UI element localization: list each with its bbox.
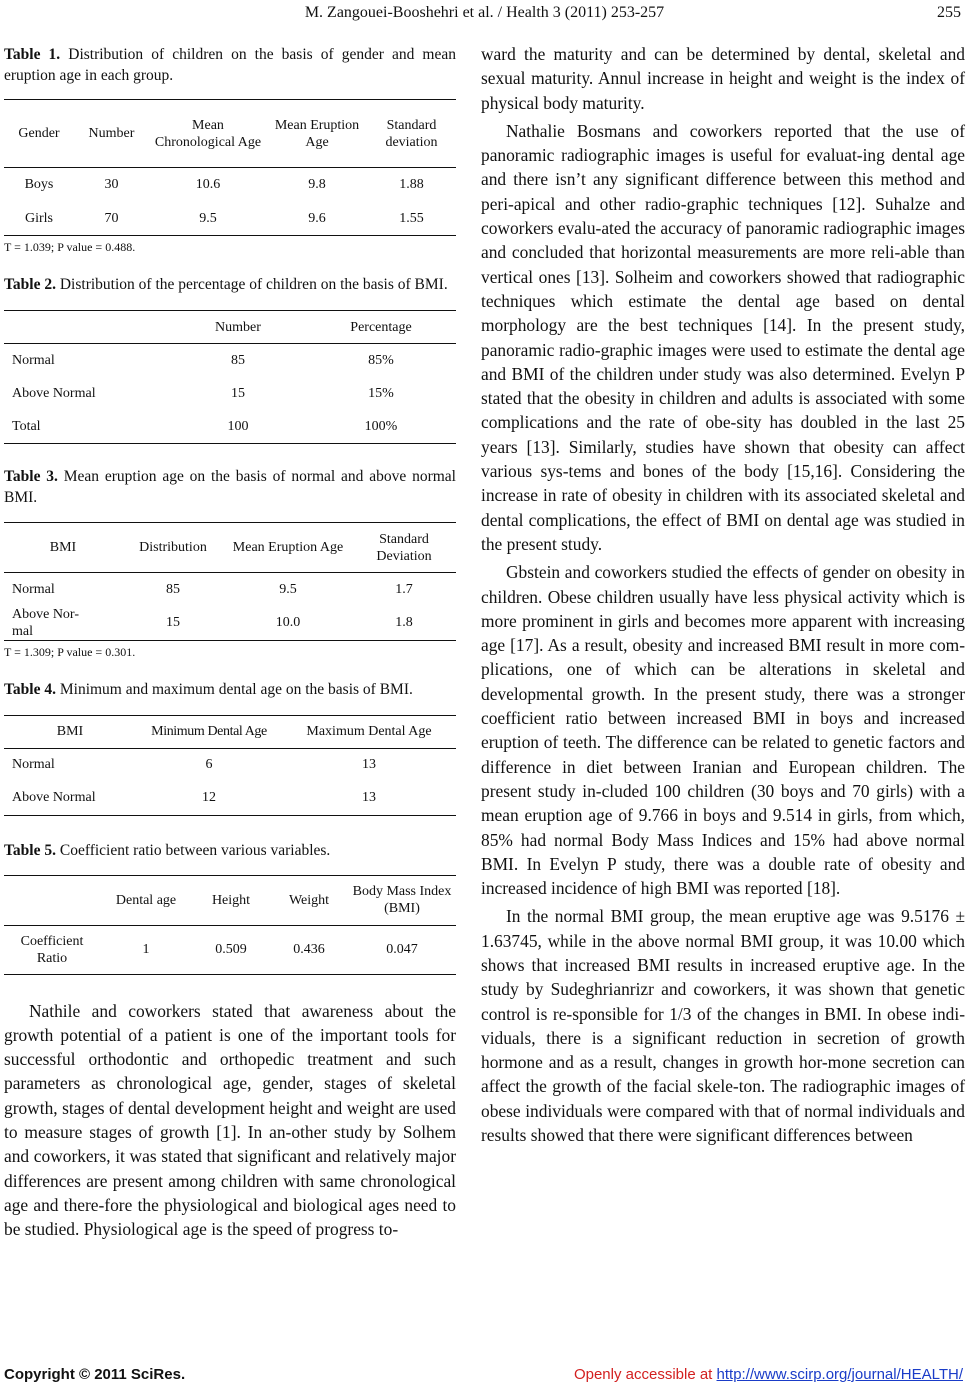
table1-label: Table 1. <box>4 46 61 63</box>
table-cell: 9.5 <box>279 581 297 597</box>
table-cell: 0.047 <box>348 925 456 974</box>
table3-header-cell: Standard Deviation <box>352 523 456 573</box>
table-cell: 9.8 <box>308 177 326 193</box>
table-cell: Boys <box>24 177 54 193</box>
table4 <box>4 715 456 816</box>
right-body-paragraph: ward the maturity and can be determined by dental, skeletal and sexual maturity. Annul increase in height and weight is the index of physical body maturity. <box>481 44 965 113</box>
table5-header-cell <box>4 875 100 925</box>
table1-header-cell: Number <box>74 100 149 168</box>
table2-header-row <box>4 311 456 344</box>
table2-caption <box>4 274 456 295</box>
table3-label: Table 3. <box>4 468 58 485</box>
running-head-text: M. Zangouei-Booshehri et al. / Health 3 (2011) 253-257 <box>304 4 665 21</box>
table-cell: 100 <box>170 410 306 444</box>
table-cell: 9.6 <box>267 202 367 236</box>
table-cell: 0.509 <box>192 925 270 974</box>
table-cell: 9.5 <box>149 202 267 236</box>
left-column <box>4 44 456 1241</box>
footer-access <box>574 1366 963 1383</box>
table3-header-cell: Distribution <box>122 523 224 573</box>
table-row <box>4 168 456 202</box>
table-cell: Normal <box>12 352 55 368</box>
table5-header-row <box>4 875 456 925</box>
table1 <box>4 99 456 236</box>
table-cell: 1.88 <box>399 177 424 193</box>
table3-note: T = 1.309; P value = 0.301. <box>4 644 136 659</box>
table2-caption-text: Distribution of the percentage of children on the basis of BMI. <box>55 276 448 293</box>
table-cell: 6 <box>205 757 213 773</box>
table-cell: Girls <box>4 202 74 236</box>
table-cell: 85% <box>368 352 394 368</box>
table-cell: Coefficient Ratio <box>4 925 100 974</box>
table-cell: 70 <box>74 202 149 236</box>
table-row <box>4 606 456 641</box>
table4-header-row <box>4 715 456 748</box>
table4-label: Table 4. <box>4 680 56 698</box>
table-cell: 15 <box>231 385 245 401</box>
table-cell: 15% <box>368 385 394 401</box>
table-cell: 12 <box>136 781 282 815</box>
table3-caption <box>4 466 456 508</box>
table1-caption-text: Distribution of children on the basis of gender and mean eruption age in each group. <box>4 46 456 84</box>
table3-header-cell: Mean Eruption Age <box>224 523 352 573</box>
table1-caption <box>4 44 456 86</box>
table2-header-cell: Number <box>170 311 306 344</box>
table-cell: 1 <box>100 925 192 974</box>
table-row <box>4 410 456 444</box>
right-body-paragraph: Nathalie Bosmans and coworkers reported that the use of panoramic radiographic images is useful for evaluat-ing dental age and there isn’t any significant difference between this method and peri-apical and other radio-graphic techniques [12]. Suhalze and coworkers evalu-ated the accuracy of panoramic radiographic images and concluded that horizontal measurements are more reli-able than vertical ones [13]. Solheim and coworkers showed that radiographic techniques which estimate the dental age based on dental morphology are the best techniques [14]. In the present study, panoramic radio-graphic images were used to estimate the dental age and BMI of the children under study was also determined. Evelyn P stated that the obesity in children and adults is associated with some complications and the rate of obe-sity has doubled in the last 25 years [13]. Similarly, studies have shown that obesity can affect various sys-tems and bones of the body [15,16]. Considering the increase in rate of obesity in children with its associated skeletal and dental complications, the effect of BMI on dental age was studied in the present study. <box>481 120 965 554</box>
table-cell: 13 <box>282 781 456 815</box>
table5-header-cell: Body Mass Index (BMI) <box>348 875 456 925</box>
table5-header-cell: Height <box>192 875 270 925</box>
table2-label: Table 2. <box>4 276 56 293</box>
table-cell: 1.55 <box>367 202 456 236</box>
table1-note: T = 1.039; P value = 0.488. <box>4 240 136 254</box>
table-cell: Normal <box>12 581 55 597</box>
table-row <box>4 748 456 781</box>
table5-caption <box>4 840 456 861</box>
table5-header-cell: Dental age <box>100 875 192 925</box>
table-cell <box>4 606 122 641</box>
table-row <box>4 344 456 377</box>
table4-header-cell: Minimum Dental Age <box>136 715 282 748</box>
table4-caption-text: Minimum and maximum dental age on the basis of BMI. <box>55 680 413 698</box>
table-cell: 1.8 <box>352 606 456 641</box>
table-cell: 10.0 <box>224 606 352 641</box>
table1-header-cell: Mean Chronological Age <box>149 100 267 168</box>
table-row <box>4 202 456 236</box>
footer-access-text: Openly accessible at <box>573 1366 717 1383</box>
table-row <box>4 573 456 606</box>
table1-header-cell: Gender <box>4 100 74 168</box>
table5 <box>4 875 456 975</box>
table-cell: 85 <box>231 352 245 368</box>
left-body-paragraph: Nathile and coworkers stated that awareness about the growth potential of a patient is one of the important tools for successful orthodontic and orthopedic treatment and such parameters as chronological age, gender, stages of skeletal growth, stages of dental development height and weight are used to measure stages of growth [1]. In an-other study by Solhem and coworkers, it was stated that significant and relatively major differences are present among children with same chronological age and there-fore the physiological and biological ages need to be studied. Physiological age is the speed of progress to- <box>4 1000 456 1240</box>
table-row <box>4 781 456 815</box>
table4-caption <box>4 679 456 700</box>
table-cell: Total <box>4 410 170 444</box>
table1-header-cell: Mean Eruption Age <box>267 100 367 168</box>
table-cell-text: Above Nor-mal <box>12 606 79 639</box>
journal-link[interactable]: http://www.scirp.org/journal/HEALTH/ <box>716 1366 963 1383</box>
table-cell: 30 <box>104 177 119 193</box>
table-cell: 13 <box>362 757 376 773</box>
table-cell: 85 <box>166 581 180 597</box>
table3-header-cell: BMI <box>4 523 122 573</box>
table4-header-cell: BMI <box>4 715 136 748</box>
table5-header-cell: Weight <box>270 875 348 925</box>
running-head <box>0 4 969 22</box>
right-column <box>481 44 965 1147</box>
table-cell: 0.436 <box>270 925 348 974</box>
table5-caption-text: Coefficient ratio between various variables. <box>55 841 331 859</box>
right-body-paragraph: In the normal BMI group, the mean eruptive age was 9.5176 ± 1.63745, while in the above normal BMI group, it was 10.00 which shows that increased BMI results in increased eruptive age. In the study by Sudeghrianrizr and coworkers, it was shown that genetic control is re-sponsible for 1/3 of the changes in BMI. In obese indi-viduals, there is a significant reduction in secretion of growth hormone and as a result, changes in growth hor-mone secretion can affect the growth of the facial skele-ton. The radiographic images of obese individuals were compared with that of normal individuals and results showed that there were significant differences between <box>481 906 965 1146</box>
table-cell: 100% <box>306 410 456 444</box>
table-row <box>4 925 456 974</box>
table-cell: Normal <box>12 757 55 773</box>
table-cell: 10.6 <box>195 177 221 193</box>
table3-header-row <box>4 523 456 573</box>
table-row <box>4 377 456 410</box>
table3 <box>4 522 456 641</box>
table-cell: Above Normal <box>4 781 136 815</box>
table3-caption-text: Mean eruption age on the basis of normal and above normal BMI. <box>4 468 456 506</box>
page-number: 255 <box>937 4 961 21</box>
right-body-paragraph: Gbstein and coworkers studied the effects of gender on obesity in children. Obese children usually have less physical activity which is more prominent in girls and becomes more apparent with increasing age [17]. As a result, obesity and increased BMI result in more com-plications, one of which can be alterations in skeletal and developmental growth. In the present study, there was a stronger coefficient ratio between increased BMI in boys and increased eruption of teeth. The difference can be related to genetic factors and difference in diet between Iranian and European children. The present study in-cluded 100 children (30 boys and 70 girls) with a mean eruption age of 9.766 in boys and 9.514 in girls, from which, 85% had normal Body Mass Indices and 15% had above normal BMI. In Evelyn P study, there was a double rate of obesity and increased incidence of high BMI was reported [18]. <box>481 562 965 899</box>
table-cell: Above Normal <box>12 385 96 401</box>
table5-label: Table 5. <box>4 841 56 859</box>
table2-header-cell: Percentage <box>306 311 456 344</box>
table-cell: 15 <box>122 606 224 641</box>
table2 <box>4 310 456 444</box>
table-cell: 1.7 <box>395 581 413 597</box>
table2-header-cell <box>4 311 170 344</box>
footer-copyright: Copyright © 2011 SciRes. <box>4 1366 186 1383</box>
table1-header-row <box>4 100 456 168</box>
table4-header-cell: Maximum Dental Age <box>282 715 456 748</box>
table1-header-cell: Standard deviation <box>367 100 456 168</box>
